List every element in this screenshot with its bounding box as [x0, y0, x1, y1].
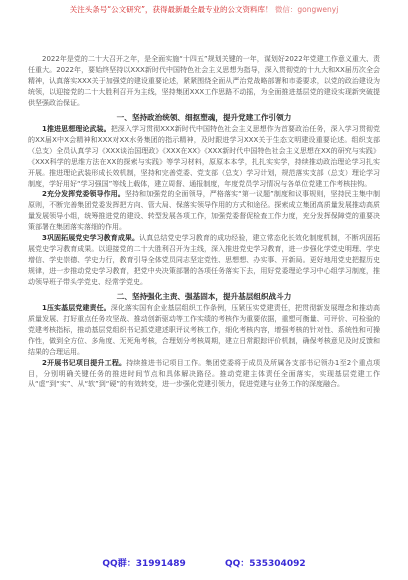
item-text: 认真总结党史学习教育的成功经验，建立常态化长效化制度机制，不断巩固拓展党史学习教育成果。以迎接党的二十大胜利召开为主线，深入推进党史学习教育，进一步强化学党史明理、学史增信、学史崇德、学史力行，教育引导全体党员同志坚定党性、思想想、办实事、开新局。更好地用党史把握历史规律，进一步推动党史学习教育，把党中央决策部署的各项任务落实下去，用好党委理论学习中心组学习制度，推动领导班子带头学党史、经常学党史。 [28, 234, 381, 286]
item-lead: 3巩固拓展党史学习教育成果。 [42, 234, 140, 243]
item-text: 把深入学习贯彻XXX新时代中国特色社会主义思想作为首要政治任务，深入学习贯彻党的XX届X中X会精神和XXX对XX水务集团的指示精神，及时跟进学习XXX关于生态文明建设重要论述。组织支部（总支）全员认真学习《XXX谈治国理政》《XXX在XX》《XXX新时代中国特色社会主义思想在XX的研究与实践》《XXX科学的思维方法在XX的探索与实践》等学习材料，原原本本学，扎扎实实学，持续推动政治理论学习扎实开展。推进理论武装形成长效机制，坚持和完善党委、党支部（总支）学习计划，规范落实支部（总支）理论学习制度，学好用好“学习强国”等线上载体，建立周督、通报制度，年度党员学习情况与各单位党建工作考核挂钩。 [28, 125, 380, 188]
publicity-banner [12, 4, 396, 16]
qq-group-number: QQ群：31991489 [102, 559, 186, 569]
item-text: 坚持和加强党的全面领导，严格落实“第一议题”制度和议事规则，坚持民主集中制原则，不断完善集团党委发挥把方向、管大局、保落实领导作用的方式和途径。探索成立集团高质量发展推动高质量发展领导小组，统筹推进党的建设、转型发展各项工作，加强党委督促检查工作力度，充分发挥保障党的重要决策部署在集团落实落细的作用。 [28, 190, 380, 232]
section-1-item-1 [28, 124, 380, 189]
section-heading-2: 二、坚持强化主责、强基固本，提升基层组织战斗力 [116, 291, 292, 301]
item-lead: 1推进思想理论武装。 [42, 125, 111, 134]
section-2-item-1 [28, 303, 380, 358]
wechat-contact: 微信：gongwenyj [274, 5, 339, 14]
publicity-text: 关注头条号“公文研究”，获得最新最全最专业的公文资料库！ [69, 5, 273, 14]
document-body [28, 54, 380, 390]
item-lead: 1压实基层党建责任。 [42, 304, 111, 313]
item-lead: 2开展书记项目提升工程。 [42, 358, 127, 367]
section-heading-1: 一、坚持政治统领、细抠塑魂，提升党建工作引领力 [116, 112, 292, 122]
intro-paragraph: 2022年是党的二十大召开之年，是全面实施“十四五”规划关键的一年，谋划好2022年党建工作意义重大、责任重大。2022年，要始终坚持以XXX新时代中国特色社会主义思想为指导，深入贯彻党的十九大和XX届历次全会精神，认真落实XXX关于加强党的建设重要论述，紧紧围绕全面从严治党战略部署和市委要求，以党的政治建设为统领，以迎接党的二十大胜利召开为主线，坚持集团XXX工作思路不动摇，为全面推进基层党的建设实现新突破提供坚强政治保证。 [28, 55, 380, 107]
qq-number: QQ：535304092 [224, 559, 306, 569]
item-text: 持续推进书记项目工作。集团党委将于成员及所属各支部书记领办1至2个重点项目，分别明确关键任务的推进时间节点和具体解决路径。推动党建主体责任全面落实，实现基层党建工作从“虚”到“实”、从“软”到“硬”的有效转变，进一步强化党建引领力，促进党建与业务工作的深度融合。 [28, 358, 381, 389]
section-1-item-3 [28, 233, 380, 288]
contact-footer [0, 556, 408, 569]
item-text: 深化落实国有企业基层组织工作条例，压紧压实党建责任，把贯彻新发展理念和推动高质量发展、打好重点任务攻坚战、推动创新驱动等工作实绩的考核作为重要依据，重塑可衡量、可评价、可检验的党建考核指标，推动基层党组织书记抓党建述职评议考核工作，细化考核内容，增强考核的针对性、系统性和可操作性，做到全方位、多角度、无死角考核，合理划分考核周期，建立日常跟踪评价机制，确保考核意见及时反馈和结果的合理运用。 [28, 304, 380, 356]
section-1-item-2 [28, 189, 380, 233]
section-2-item-2 [28, 358, 380, 391]
item-lead: 2充分发挥党委领导作用。 [42, 190, 125, 199]
